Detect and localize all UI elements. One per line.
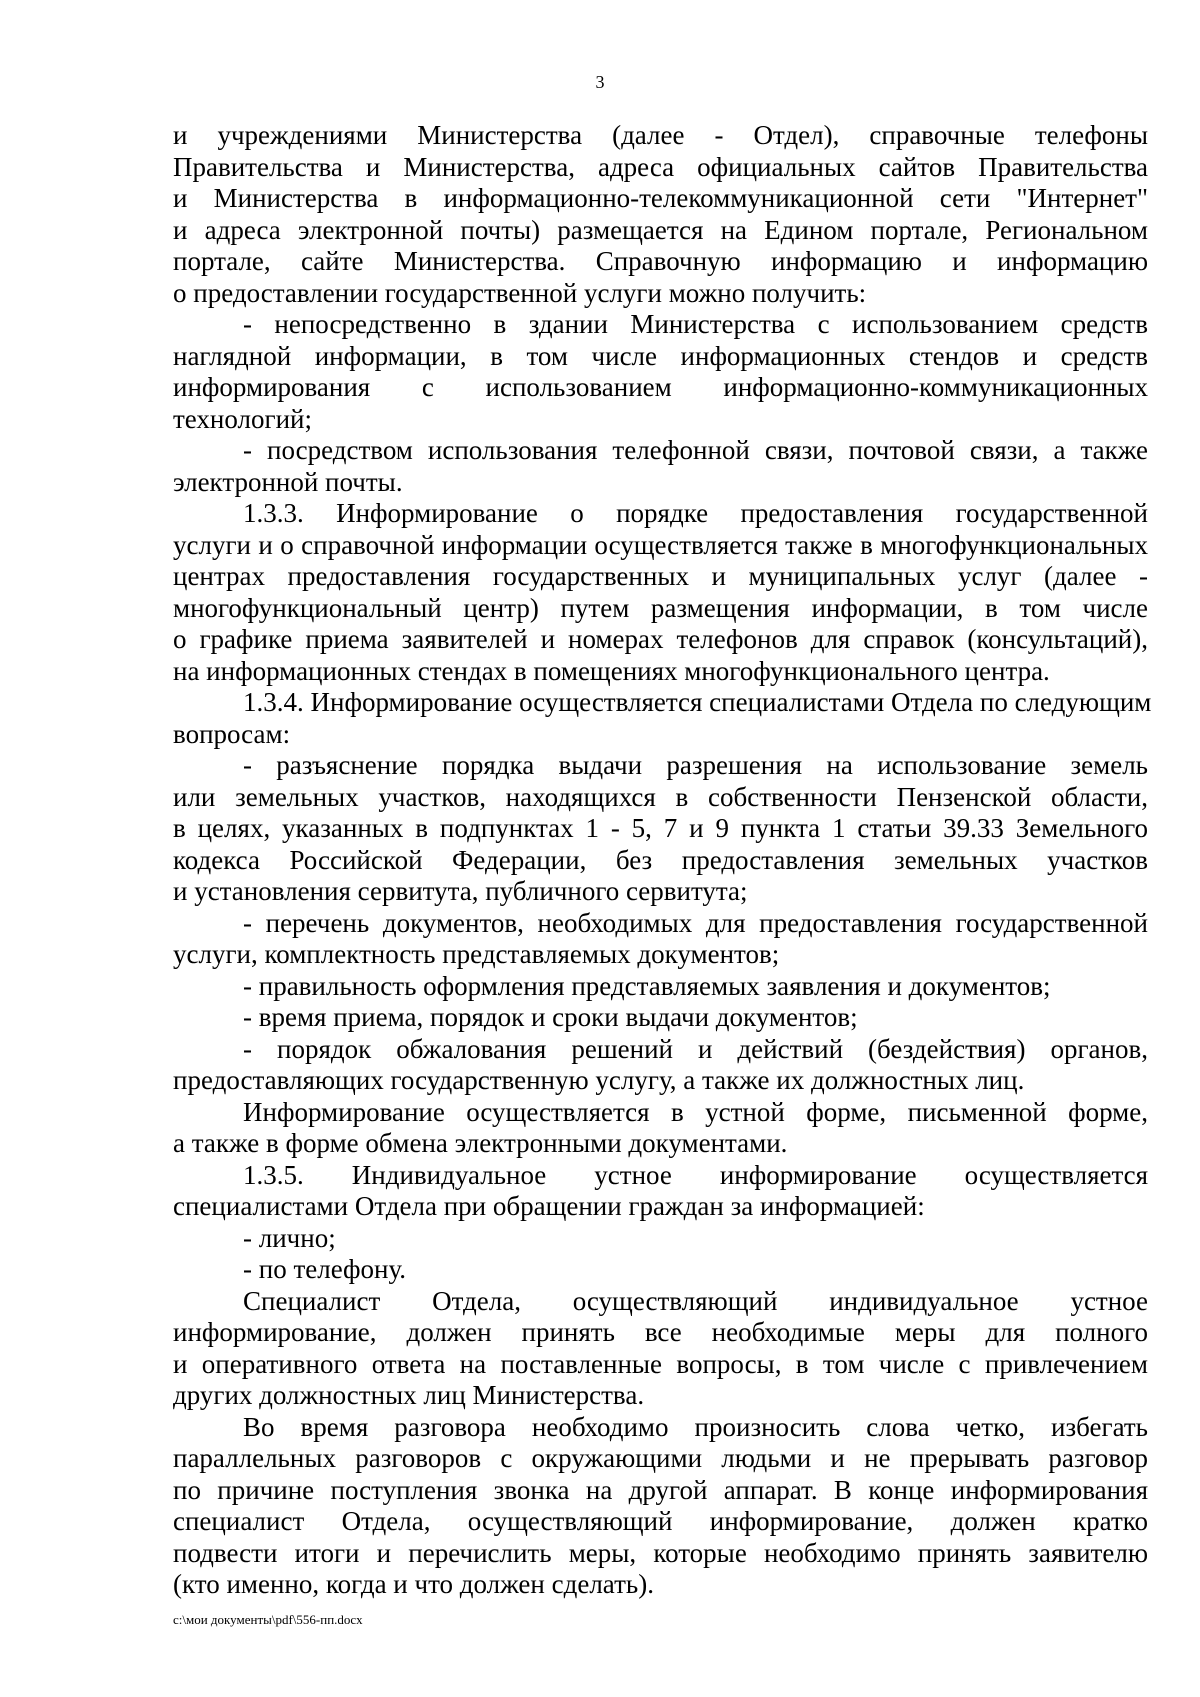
- text-line: предоставляющих государственную услугу, а также их должностных лиц.: [173, 1065, 1025, 1095]
- text-line: и адреса электронной почты) размещается на Едином портале, Региональном: [173, 214, 1148, 245]
- text-line: в целях, указанных в подпунктах 1 - 5, 7 и 9 пункта 1 статьи 39.33 Земельного: [173, 813, 1148, 843]
- page-number: 3: [595, 72, 605, 92]
- text-line: подвести итоги и перечислить меры, которые необходимо принять заявителю: [173, 1537, 1148, 1568]
- text-line: а также в форме обмена электронными документами.: [173, 1128, 788, 1158]
- text-line: специалистами Отдела при обращении граждан за информацией:: [173, 1191, 925, 1221]
- text-line: 1.3.5. Индивидуальное устное информирование осуществляется: [243, 1159, 1148, 1190]
- text-line: 1.3.4. Информирование осуществляется специалистами Отдела по следующим: [243, 687, 1152, 717]
- text-line: наглядной информации, в том числе информационных стендов и средств: [173, 340, 1148, 371]
- text-line: и Министерства в информационно-телекоммуникационной сети "Интернет": [173, 183, 1148, 213]
- text-line: - разъяснение порядка выдачи разрешения на использование земель: [243, 750, 1148, 780]
- text-line: - порядок обжалования решений и действий (бездействия) органов,: [243, 1033, 1148, 1064]
- text-line: услуги и о справочной информации осуществляется также в многофункциональных: [173, 529, 1148, 560]
- text-line: 1.3.3. Информирование о порядке предоставления государственной: [243, 498, 1148, 528]
- text-line: услуги, комплектность представляемых документов;: [173, 939, 780, 969]
- text-line: - лично;: [243, 1222, 336, 1253]
- text-line: и учреждениями Министерства (далее - Отдел), справочные телефоны: [173, 120, 1148, 150]
- text-line: - непосредственно в здании Министерства с использованием средств: [243, 309, 1148, 339]
- text-line: - по телефону.: [243, 1254, 407, 1284]
- text-line: центрах предоставления государственных и муниципальных услуг (далее -: [173, 561, 1148, 591]
- text-line: по причине поступления звонка на другой аппарат. В конце информирования: [173, 1474, 1148, 1505]
- text-line: портале, сайте Министерства. Справочную информацию и информацию: [173, 246, 1148, 276]
- text-line: информирование, должен принять все необходимые меры для полного: [173, 1317, 1148, 1347]
- text-line: о графике приема заявителей и номерах телефонов для справок (консультаций),: [173, 624, 1148, 654]
- text-line: - посредством использования телефонной связи, почтовой связи, а также: [243, 435, 1148, 465]
- text-line: электронной почты.: [173, 466, 403, 497]
- text-line: - правильность оформления представляемых заявления и документов;: [243, 970, 1051, 1001]
- text-line: кодекса Российской Федерации, без предоставления земельных участков: [173, 844, 1148, 875]
- text-line: других должностных лиц Министерства.: [173, 1380, 645, 1410]
- document-body: [173, 120, 1152, 1601]
- text-line: и оперативного ответа на поставленные вопросы, в том числе с привлечением: [173, 1348, 1148, 1379]
- text-line: специалист Отдела, осуществляющий информирование, должен кратко: [173, 1506, 1148, 1536]
- text-line: Специалист Отдела, осуществляющий индивидуальное устное: [243, 1285, 1148, 1316]
- text-line: на информационных стендах в помещениях многофункционального центра.: [173, 655, 1050, 686]
- footer-file-path: c:\мои документы\pdf\556-пп.docx: [173, 1612, 363, 1627]
- text-line: или земельных участков, находящихся в собственности Пензенской области,: [173, 781, 1148, 812]
- text-line: о предоставлении государственной услуги можно получить:: [173, 277, 867, 308]
- text-line: Во время разговора необходимо произносить слова четко, избегать: [243, 1411, 1148, 1442]
- text-line: многофункциональный центр) путем размещения информации, в том числе: [173, 592, 1148, 623]
- text-line: - перечень документов, необходимых для предоставления государственной: [243, 907, 1148, 938]
- text-line: параллельных разговоров с окружающими людьми и не прерывать разговор: [173, 1443, 1148, 1473]
- text-line: (кто именно, когда и что должен сделать).: [173, 1569, 654, 1599]
- text-line: информирования с использованием информационно-коммуникационных: [173, 372, 1148, 402]
- text-line: вопросам:: [173, 718, 291, 749]
- text-line: технологий;: [173, 403, 312, 434]
- text-line: Информирование осуществляется в устной форме, письменной форме,: [243, 1096, 1148, 1127]
- text-line: Правительства и Министерства, адреса официальных сайтов Правительства: [173, 151, 1148, 182]
- text-line: - время приема, порядок и сроки выдачи документов;: [243, 1002, 858, 1032]
- text-line: и установления сервитута, публичного сервитута;: [173, 876, 748, 906]
